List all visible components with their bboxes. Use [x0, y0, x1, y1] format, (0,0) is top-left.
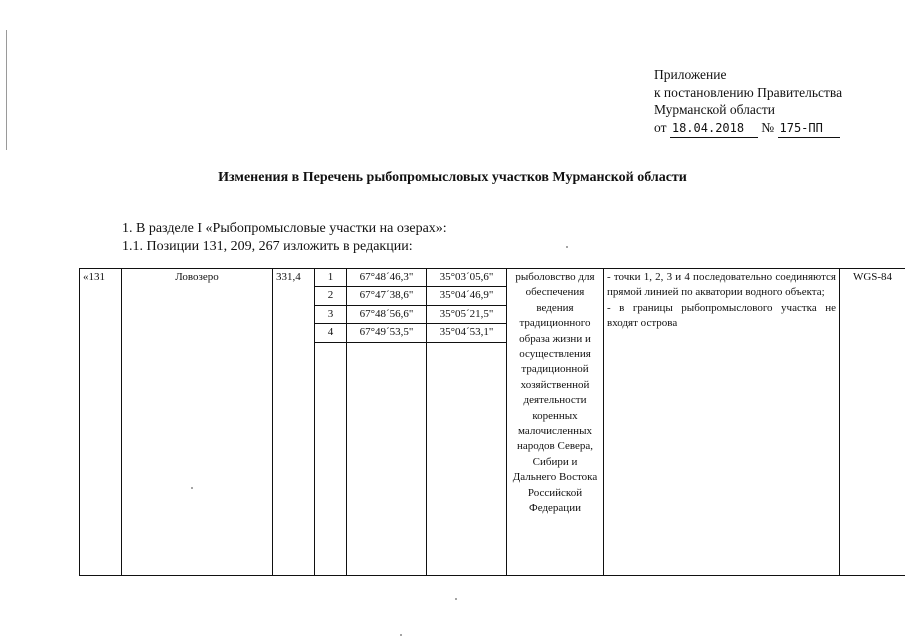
scan-speck [455, 598, 457, 600]
cell-boundary-description [604, 269, 840, 576]
cell-number: «131 [80, 269, 122, 576]
appendix-block [654, 66, 842, 138]
cell-latitude: 67°47´38,6" [347, 287, 427, 305]
document-title: Изменения в Перечень рыбопромысловых участков Мурманской области [218, 170, 687, 185]
cell-point-number: 2 [315, 287, 347, 305]
cell-latitude: 67°49´53,5" [347, 324, 427, 342]
resolution-number: 175-ПП [778, 120, 840, 139]
cell-lake-name: Ловозеро [122, 269, 273, 576]
cell-coordinate-system: WGS-84 [840, 269, 905, 576]
scan-speck [191, 487, 193, 489]
cell-latitude: 67°48´56,6" [347, 305, 427, 323]
cell-purpose: рыболовство для обеспечения ведения традиционного образа жизни и осуществления традиционной хозяйственной деятельности коренных малочисленных народов Севера, Сибири и Дальнего Востока Российской Федерации [507, 269, 604, 576]
cell-point-number: 3 [315, 305, 347, 323]
cell-empty [347, 342, 427, 575]
cell-latitude: 67°48´46,3" [347, 269, 427, 287]
item-1-1: 1.1. Позиции 131, 209, 267 изложить в редакции: [122, 239, 413, 254]
appendix-line-3: Мурманской области [654, 102, 775, 117]
table-row [80, 269, 905, 287]
cell-longitude: 35°04´53,1" [427, 324, 507, 342]
cell-longitude: 35°05´21,5" [427, 305, 507, 323]
boundary-description-1: - точки 1, 2, 3 и 4 последовательно соединяются прямой линией по акватории водного объекта; [607, 271, 836, 299]
cell-point-number: 4 [315, 324, 347, 342]
date-prefix: от [654, 119, 667, 135]
cell-point-number: 1 [315, 269, 347, 287]
scan-speck [566, 246, 568, 248]
cell-empty [315, 342, 347, 575]
resolution-date: 18.04.2018 [670, 120, 758, 139]
appendix-date-line [654, 119, 842, 139]
appendix-line-2: к постановлению Правительства [654, 84, 843, 100]
scan-margin-line [6, 30, 7, 150]
boundary-description-2: - в границы рыбопромыслового участка не входят острова [607, 301, 836, 330]
item-1: 1. В разделе I «Рыбопромысловые участки на озерах»: [122, 221, 447, 236]
fishing-areas-table [79, 268, 905, 576]
cell-area: 331,4 [273, 269, 315, 576]
cell-empty [427, 342, 507, 575]
number-sign: № [761, 119, 775, 135]
cell-longitude: 35°03´05,6" [427, 269, 507, 287]
appendix-line-1: Приложение [654, 67, 727, 82]
cell-longitude: 35°04´46,9" [427, 287, 507, 305]
scan-speck [400, 634, 402, 636]
